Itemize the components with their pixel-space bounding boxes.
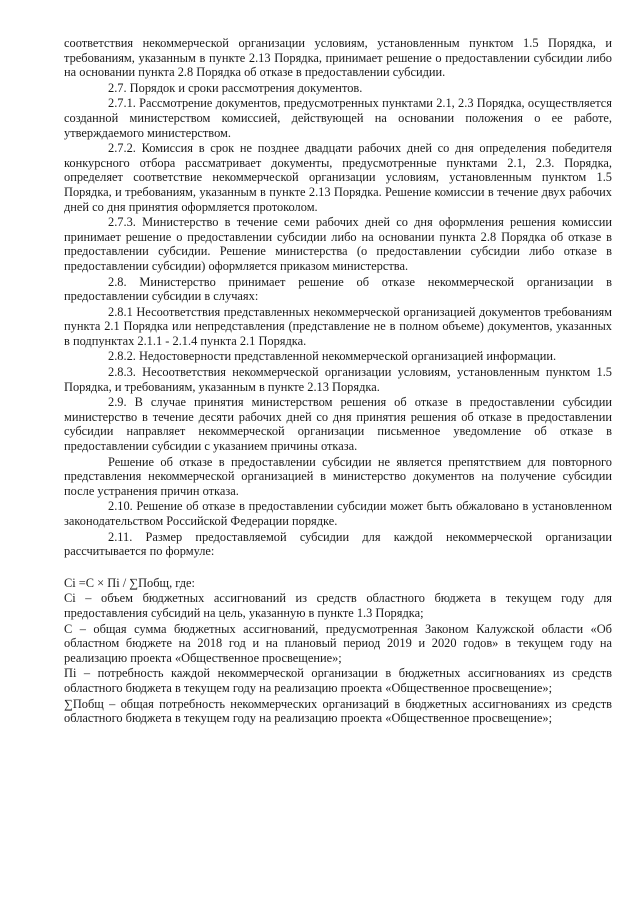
- paragraph-2-10: 2.10. Решение об отказе в предоставлении субсидии может быть обжаловано в установленном законодательством Российской Федерации порядке.: [64, 499, 612, 528]
- document-page: [64, 36, 612, 727]
- paragraph-eligibility-continuation: соответствия некоммерческой организации условиям, установленным пунктом 1.5 Порядка, и требованиям, указанным в пункте 2.13 Порядка, принимает решение о предоставлении субсидии либо на основании пункта 2.8 Порядка об отказе в предоставлении субсидии.: [64, 36, 612, 80]
- paragraph-2-8-2: 2.8.2. Недостоверности представленной некоммерческой организацией информации.: [108, 349, 557, 364]
- paragraph-2-8-3: 2.8.3. Несоответствия некоммерческой организации условиям, установленным пунктом 1.5 Порядка, и требованиям, указанным в пункте 2.13 Порядка.: [64, 365, 612, 394]
- subsidy-formula: Ci =C × Пi / ∑Побщ, где:: [64, 575, 195, 590]
- paragraph-2-8-1: 2.8.1 Несоответствия представленных некоммерческой организацией документов требованиям пункта 2.1 Порядка или непредставления (представление не в полном объеме) документов, указанных в подпунктах 2.1.1 - 2.1.4 пункта 2.1 Порядка.: [64, 304, 612, 348]
- paragraph-2-9: 2.9. В случае принятия министерством решения об отказе в предоставлении субсидии министерство в течение десяти рабочих дней со дня принятия решения об отказе в предоставлении субсидии направляет некоммерческой организации письменное уведомление об отказе в предоставлении субсидии с указанием причины отказа.: [64, 395, 612, 454]
- formula-block: [64, 576, 612, 726]
- paragraph-2-7-2: 2.7.2. Комиссия в срок не позднее двадцати рабочих дней со дня определения победителя конкурсного отбора рассматривает документы, предусмотренные пунктами 2.1, 2.3. Порядка, определяет соответствие некоммерческой организации условиям, установленным пунктом 1.5 Порядка, и требованиям, указанным в пункте 2.13 Порядка. Решение комиссии в течение двух рабочих дней со дня принятия оформляется протоколом.: [64, 141, 612, 214]
- spacer: [64, 560, 612, 574]
- paragraph-refusal-no-obstacle: Решение об отказе в предоставлении субсидии не является препятствием для повторного представления некоммерческой организацией в министерство документов на получение субсидии после устранения причин отказа.: [64, 454, 612, 498]
- paragraph-2-8: 2.8. Министерство принимает решение об отказе некоммерческой организации в предоставлении субсидии в случаях:: [64, 274, 612, 304]
- definition-ci: Ci – объем бюджетных ассигнований из средств областного бюджета в текущем году для предоставления субсидий на цель, указанную в пункте 1.3 Порядка;: [64, 591, 612, 620]
- definition-c: С – общая сумма бюджетных ассигнований, предусмотренная Законом Калужской области «Об областном бюджете на 2018 год и на плановый период 2019 и 2020 годов» в текущем году на реализацию проекта «Общественное просвещение»;: [64, 621, 612, 665]
- paragraph-2-7: 2.7. Порядок и сроки рассмотрения документов.: [108, 80, 363, 95]
- definition-sum-p-total: ∑Побщ – общая потребность некоммерческих организаций в бюджетных ассигнованиях из средств областного бюджета в текущем году на реализацию проекта «Общественное просвещение»;: [64, 696, 612, 726]
- definition-pi: Пi – потребность каждой некоммерческой организации в бюджетных ассигнованиях из средств областного бюджета в текущем году на реализацию проекта «Общественное просвещение»;: [64, 666, 612, 695]
- paragraph-2-7-1: 2.7.1. Рассмотрение документов, предусмотренных пунктами 2.1, 2.3 Порядка, осуществляется созданной министерством комиссией, действующей на основании положения о ее работе, утверждаемого министерством.: [64, 96, 612, 140]
- paragraph-2-7-3: 2.7.3. Министерство в течение семи рабочих дней со дня оформления решения комиссии принимает решение о предоставлении субсидии либо на основании пункта 2.8 Порядка об отказе в предоставлении субсидии. Решение министерства (о предоставлении субсидии либо отказе в предоставлении субсидии) оформляется приказом министерства.: [64, 215, 612, 273]
- paragraph-2-11: 2.11. Размер предоставляемой субсидии для каждой некоммерческой организации рассчитывается по формуле:: [64, 529, 612, 559]
